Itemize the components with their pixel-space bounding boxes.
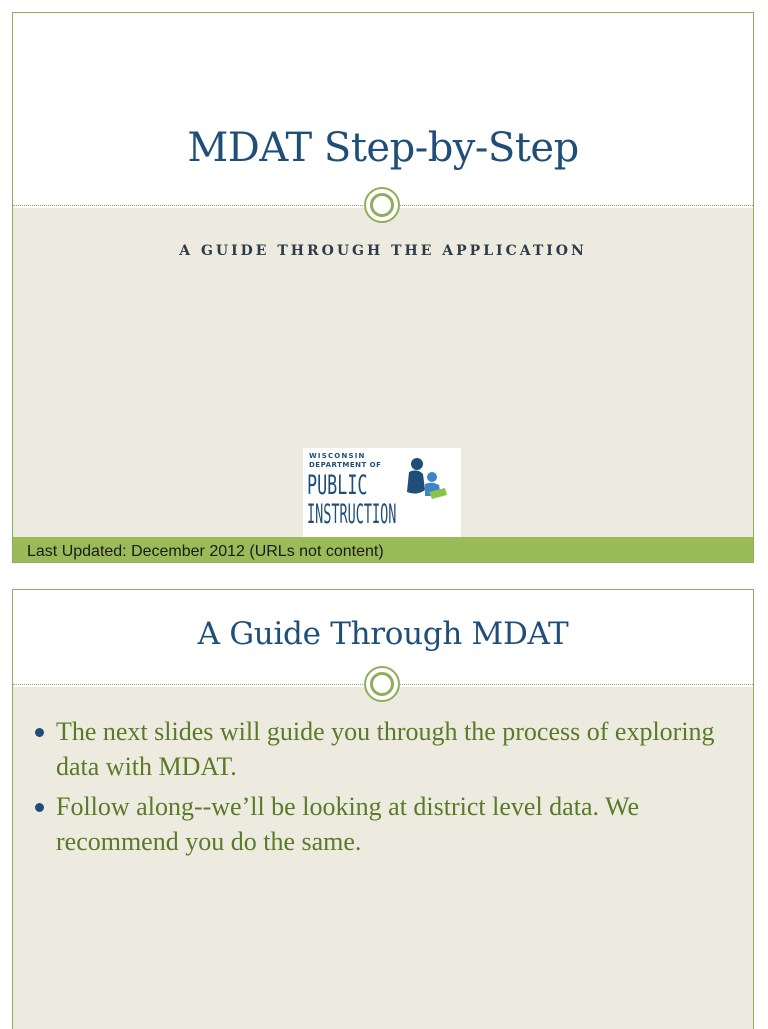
bullet-dot-icon xyxy=(35,728,44,737)
ring-ornament-icon xyxy=(364,666,400,702)
logo-instruction-text: INSTRUCTION xyxy=(307,499,397,530)
logo-wisconsin-text: WISCONSIN xyxy=(309,452,366,460)
bullet-item xyxy=(33,789,733,859)
slide-title: MDAT Step-by-Step xyxy=(187,125,579,171)
last-updated-text: Last Updated: December 2012 (URLs not content) xyxy=(27,543,384,560)
slide-2 xyxy=(12,589,754,1029)
bullet-text: Follow along--we’ll be looking at district level data. We recommend you do the same. xyxy=(56,792,640,856)
bullet-item xyxy=(33,714,733,784)
teacher-student-icon xyxy=(399,454,449,504)
title-band xyxy=(13,13,753,208)
dpi-logo xyxy=(303,448,461,538)
slide-title: A Guide Through MDAT xyxy=(197,616,569,652)
bullet-list xyxy=(33,714,733,864)
slide-subtitle: A GUIDE THROUGH THE APPLICATION xyxy=(179,243,587,259)
bullet-dot-icon xyxy=(35,803,44,812)
slide-1 xyxy=(12,12,754,563)
footer-bar xyxy=(13,537,753,563)
bullet-text: The next slides will guide you through the process of exploring data with MDAT. xyxy=(56,717,715,781)
logo-public-text: PUBLIC xyxy=(307,470,368,501)
logo-department-text: DEPARTMENT OF xyxy=(309,461,382,469)
ring-ornament-icon xyxy=(364,187,400,223)
